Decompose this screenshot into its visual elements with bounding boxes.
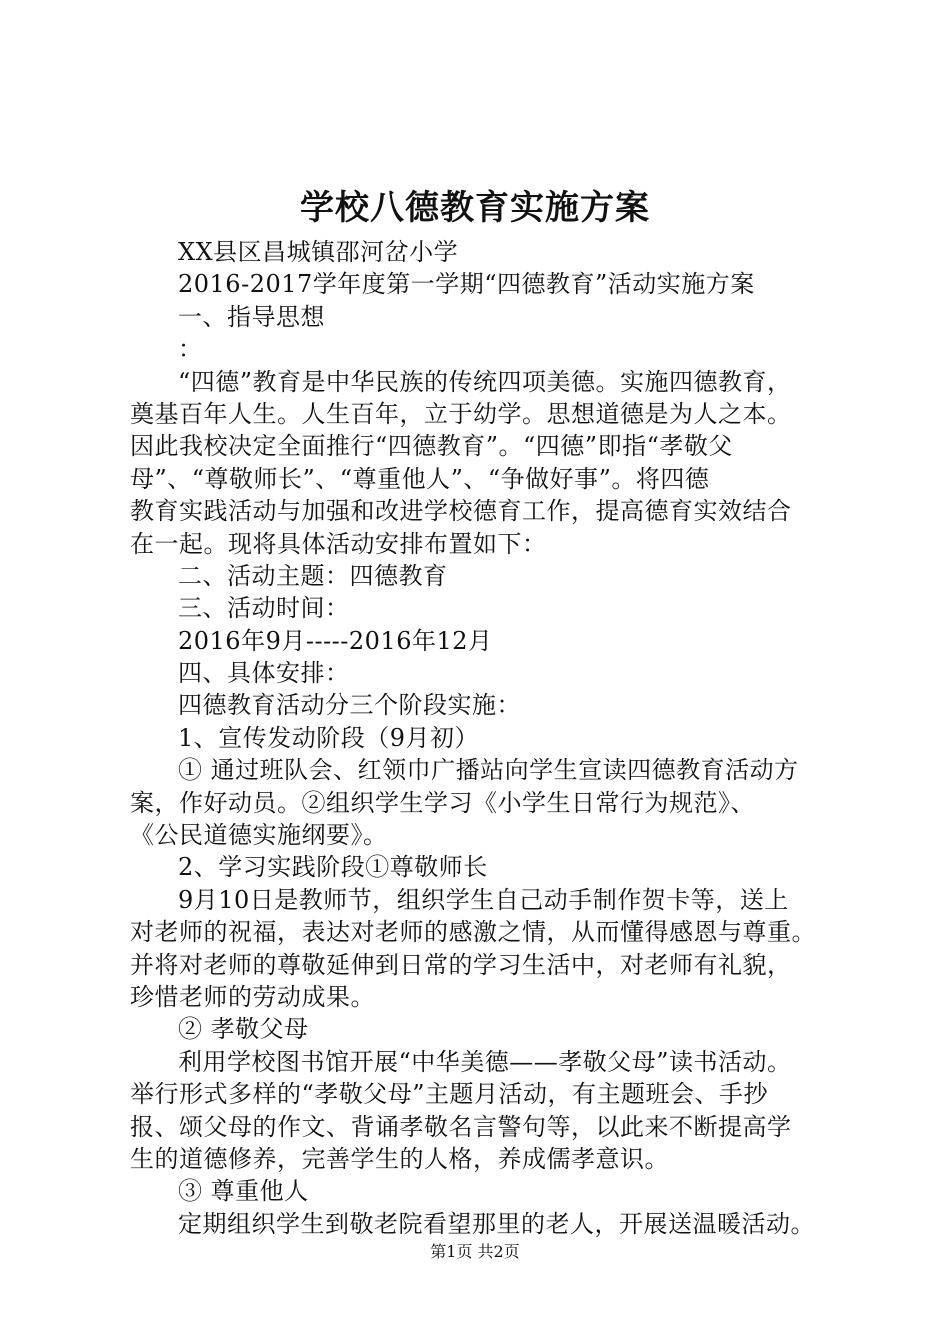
text-line: 因此我校决定全面推行“四德教育”。“四德”即指“孝敬父 <box>130 432 733 461</box>
text-line: ： <box>178 335 203 364</box>
text-line: 案，作好动员。②组织学生学习《小学生日常行为规范》、 <box>130 788 755 817</box>
section-heading: 二、活动主题：四德教育 <box>178 561 448 590</box>
text-line: 并将对老师的尊敬延伸到日常的学习生活中，对老师有礼貌， <box>130 950 792 979</box>
text-line: 珍惜老师的劳动成果。 <box>130 982 375 1011</box>
text-line: 利用学校图书馆开展“中华美德——孝敬父母”读书活动。 <box>178 1047 792 1076</box>
text-line: 1、宣传发动阶段（9月初） <box>178 723 480 752</box>
text-line: “四德”教育是中华民族的传统四项美德。实施四德教育， <box>178 367 792 396</box>
page-title: 学校八德教育实施方案 <box>300 188 650 228</box>
text-line: 2016年9月-----2016年12月 <box>178 626 493 655</box>
text-line: 奠基百年人生。人生百年，立于幼学。思想道德是为人之本。 <box>130 399 792 428</box>
text-line: 9月10日是教师节，组织学生自己动手制作贺卡等，送上 <box>178 885 789 914</box>
text-line: 生的道德修养，完善学生的人格，养成儒孝意识。 <box>130 1144 669 1173</box>
document-body <box>130 236 850 1240</box>
text-line: 在一起。现将具体活动安排布置如下： <box>130 529 547 558</box>
text-line: XX县区昌城镇邵河岔小学 <box>178 238 459 266</box>
text-line: 《公民道德实施纲要》。 <box>130 821 388 850</box>
section-heading: 一、指导思想 <box>178 302 325 331</box>
text-line: ② 孝敬父母 <box>178 1015 309 1044</box>
text-line: 母”、“尊敬师长”、“尊重他人”、“争做好事”。将四德 <box>130 464 710 493</box>
section-heading: 四、具体安排： <box>178 659 350 688</box>
text-line: 对老师的祝福，表达对老师的感激之情，从而懂得感恩与尊重。 <box>130 918 816 947</box>
text-line: ③ 尊重他人 <box>178 1177 309 1206</box>
text-line: 教育实践活动与加强和改进学校德育工作，提高德育实效结合 <box>130 497 792 526</box>
text-line: 举行形式多样的“孝敬父母”主题月活动，有主题班会、手抄 <box>130 1080 769 1109</box>
page-footer: 第1页 共2页 <box>430 1242 520 1261</box>
text-line: 四德教育活动分三个阶段实施： <box>178 691 521 720</box>
text-line: ① 通过班队会、红领巾广播站向学生宣读四德教育活动方 <box>178 756 799 785</box>
text-line: 报、颂父母的作文、背诵孝敬名言警句等，以此来不断提高学 <box>130 1112 792 1141</box>
text-line: 2016-2017学年度第一学期“四德教育”活动实施方案 <box>178 270 755 299</box>
text-line: 定期组织学生到敬老院看望那里的老人，开展送温暖活动。 <box>178 1209 815 1238</box>
section-heading: 三、活动时间： <box>178 594 350 623</box>
text-line: 2、学习实践阶段①尊敬师长 <box>178 853 488 882</box>
